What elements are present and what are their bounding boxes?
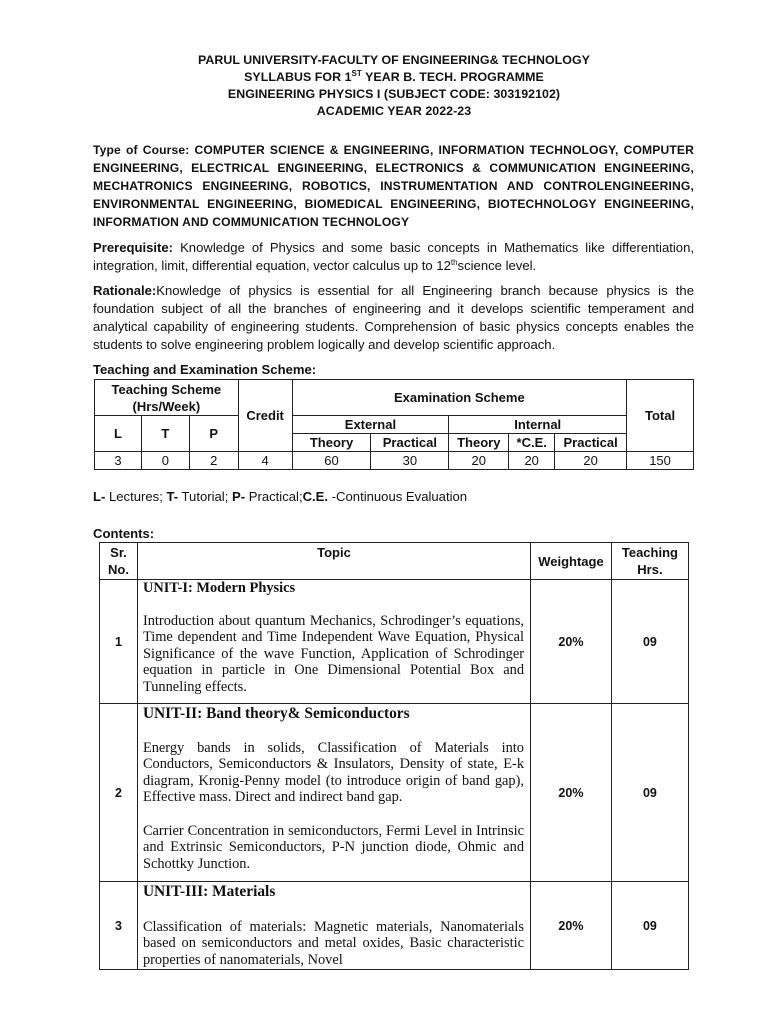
- t-header: T: [141, 416, 189, 452]
- value-int-theory: 20: [449, 452, 509, 470]
- value-total: 150: [627, 452, 694, 470]
- external-header: External: [292, 416, 449, 434]
- weightage-header: Weightage: [531, 543, 612, 580]
- value-int-ce: 20: [509, 452, 555, 470]
- value-ext-theory: 60: [292, 452, 371, 470]
- weightage: 20%: [531, 704, 612, 882]
- internal-header: Internal: [449, 416, 627, 434]
- topic-text: Introduction about quantum Mechanics, Schrodinger’s equations, Time dependent and Time Independent Wave Equation, Physical Significance of the wave Function, Application of Schrodinger equation in particle in One Dimensional Potential Box and Tunneling effects.: [142, 612, 525, 695]
- topic-text: Energy bands in solids, Classification of Materials into Conductors, Semiconductors & Insulators, Density of state, E-k diagram, Kronig-Penny model (to introduce origin of band gap), Effective mass. Direct and indirect band gap.: [142, 739, 525, 805]
- credit-header: Credit: [238, 380, 292, 452]
- scheme-table: [94, 379, 694, 470]
- sr-no: 3: [100, 882, 138, 970]
- topic-text: Classification of materials: Magnetic materials, Nanomaterials based on semiconductors and metal oxides, Basic characteristic properties of nanomaterials, Novel: [142, 918, 525, 968]
- rationale-label: Rationale:: [93, 283, 157, 298]
- total-header: Total: [627, 380, 694, 452]
- examination-scheme-header: Examination Scheme: [292, 380, 627, 416]
- unit-title: UNIT-III: Materials: [142, 883, 276, 900]
- int-practical-header: Practical: [555, 434, 627, 452]
- int-theory-header: Theory: [449, 434, 509, 452]
- value-int-practical: 20: [555, 452, 627, 470]
- header-subject: ENGINEERING PHYSICS I (SUBJECT CODE: 303192102): [227, 87, 561, 101]
- int-ce-header: *C.E.: [509, 434, 555, 452]
- table-row: [100, 580, 689, 704]
- contents-table: [99, 542, 689, 970]
- topic-cell: [137, 580, 530, 704]
- document-header: [0, 52, 768, 120]
- table-row: [100, 882, 689, 970]
- scheme-values-row: [95, 452, 694, 470]
- table-row: [100, 704, 689, 882]
- sr-no: 1: [100, 580, 138, 704]
- value-ext-practical: 30: [371, 452, 449, 470]
- rationale: Rationale:Knowledge of physics is essential for all Engineering branch because physics is the foundation subject of all the branches of engineering and it develops scientific temperament and analytical capability of engineering students. Comprehension of basic physics concepts enables the students to solve engineering problem logically and develop scientific approach.: [93, 283, 694, 352]
- sr-no-header: Sr. No.: [100, 543, 138, 580]
- teaching-hrs: 09: [611, 882, 688, 970]
- weightage: 20%: [531, 580, 612, 704]
- unit-title: UNIT-I: Modern Physics: [142, 580, 296, 596]
- prerequisite: Prerequisite: Knowledge of Physics and some basic concepts in Mathematics like differentiation, integration, limit, differential equation, vector calculus up to 12thscience level.: [93, 240, 694, 273]
- sr-no: 2: [100, 704, 138, 882]
- value-credit: 4: [238, 452, 292, 470]
- value-l: 3: [95, 452, 142, 470]
- topic-header: Topic: [137, 543, 530, 580]
- teaching-hrs: 09: [611, 704, 688, 882]
- prerequisite-label: Prerequisite:: [93, 240, 174, 255]
- scheme-title: Teaching and Examination Scheme:: [93, 362, 317, 377]
- course-type: Type of Course: COMPUTER SCIENCE & ENGINEERING, INFORMATION TECHNOLOGY, COMPUTER ENGINEERING, ELECTRICAL ENGINEERING, ELECTRONICS & COMMUNICATION ENGINEERING, MECHATRONICS ENGINEERING, ROBOTICS, INSTRUMENTATION AND CONTROLENGINEERING, ENVIRONMENTAL ENGINEERING, BIOMEDICAL ENGINEERING, BIOTECHNOLOGY ENGINEERING, INFORMATION AND COMMUNICATION TECHNOLOGY: [93, 143, 694, 229]
- topic-text: Carrier Concentration in semiconductors, Fermi Level in Intrinsic and Extrinsic Semiconductors, P-N junction diode, Ohmic and Schottky Junction.: [142, 822, 525, 872]
- ext-theory-header: Theory: [292, 434, 371, 452]
- l-header: L: [95, 416, 142, 452]
- p-header: P: [189, 416, 238, 452]
- value-t: 0: [141, 452, 189, 470]
- header-academic-year: ACADEMIC YEAR 2022-23: [316, 104, 472, 118]
- contents-title: Contents:: [93, 526, 155, 541]
- ext-practical-header: Practical: [371, 434, 449, 452]
- header-syllabus: SYLLABUS FOR 1ST YEAR B. TECH. PROGRAMME: [244, 69, 544, 84]
- scheme-legend: L- Lectures; T- Tutorial; P- Practical;C.E. -Continuous Evaluation: [93, 489, 468, 504]
- unit-title: UNIT-II: Band theory& Semiconductors: [142, 705, 410, 722]
- weightage: 20%: [531, 882, 612, 970]
- topic-cell: [137, 882, 530, 970]
- teaching-hrs-header: Teaching Hrs.: [611, 543, 688, 580]
- value-p: 2: [189, 452, 238, 470]
- teaching-scheme-header: Teaching Scheme (Hrs/Week): [95, 380, 239, 416]
- header-university: PARUL UNIVERSITY-FACULTY OF ENGINEERING& TECHNOLOGY: [198, 53, 590, 67]
- teaching-hrs: 09: [611, 580, 688, 704]
- contents-header-row: [100, 543, 689, 580]
- topic-cell: [137, 704, 530, 882]
